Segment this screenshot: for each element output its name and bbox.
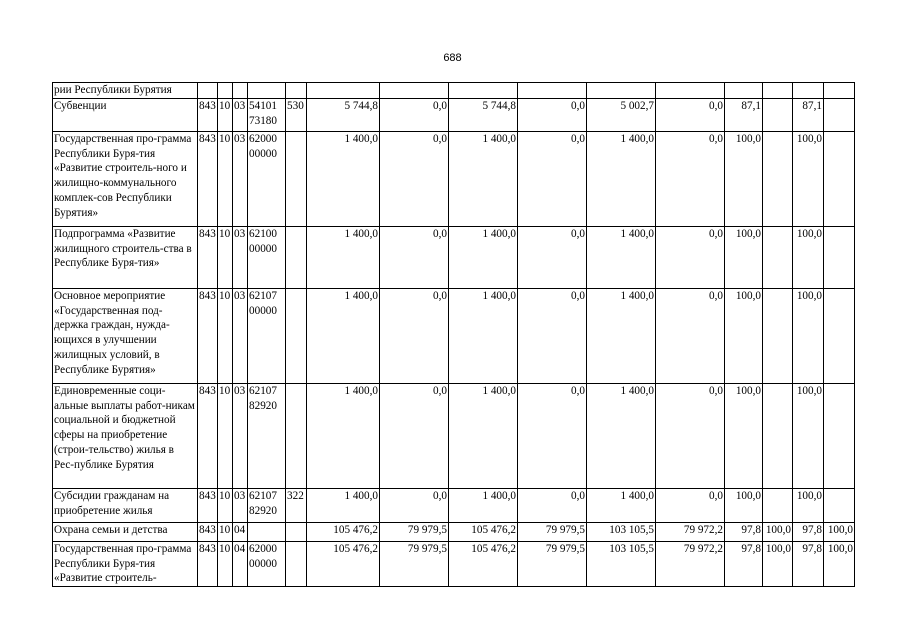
executed-total-cell: 1 400,0 bbox=[587, 226, 656, 288]
percent-total-1-cell: 100,0 bbox=[725, 288, 763, 383]
executed-federal-cell: 0,0 bbox=[656, 226, 725, 288]
percent-total-1-cell: 87,1 bbox=[725, 98, 763, 131]
row-name-cell: Государственная про-грамма Республики Буря-тия «Развитие строитель-ного и жилищно-коммунального комплек-сов Республики Бурятия» bbox=[53, 131, 198, 226]
percent-federal-1-cell bbox=[763, 98, 793, 131]
section-code-cell: 10 bbox=[218, 522, 233, 541]
executed-federal-cell bbox=[656, 83, 725, 99]
table-row bbox=[53, 522, 855, 541]
section-code-cell bbox=[218, 83, 233, 99]
subsection-code-cell: 03 bbox=[233, 98, 248, 131]
budget-table bbox=[52, 82, 855, 587]
refined-total-cell: 105 476,2 bbox=[449, 522, 518, 541]
row-name-cell: Субвенции bbox=[53, 98, 198, 131]
subsection-code-cell: 04 bbox=[233, 522, 248, 541]
table-row bbox=[53, 131, 855, 226]
subsection-code-cell: 03 bbox=[233, 383, 248, 488]
percent-federal-2-cell bbox=[824, 288, 855, 383]
percent-federal-1-cell bbox=[763, 288, 793, 383]
section-code-cell: 10 bbox=[218, 541, 233, 586]
percent-total-2-cell: 100,0 bbox=[793, 131, 824, 226]
plan-federal-cell: 0,0 bbox=[380, 288, 449, 383]
row-name-cell: Субсидии гражданам на приобретение жилья bbox=[53, 488, 198, 522]
subsection-code-cell: 03 bbox=[233, 131, 248, 226]
subsection-code-cell bbox=[233, 83, 248, 99]
plan-total-cell bbox=[307, 83, 380, 99]
refined-total-cell: 1 400,0 bbox=[449, 226, 518, 288]
plan-federal-cell: 0,0 bbox=[380, 131, 449, 226]
executed-total-cell: 5 002,7 bbox=[587, 98, 656, 131]
executed-total-cell: 1 400,0 bbox=[587, 131, 656, 226]
percent-total-2-cell: 100,0 bbox=[793, 288, 824, 383]
plan-total-cell: 1 400,0 bbox=[307, 383, 380, 488]
section-code-cell: 10 bbox=[218, 226, 233, 288]
executed-total-cell: 103 105,5 bbox=[587, 541, 656, 586]
admin-code-cell: 843 bbox=[198, 226, 218, 288]
refined-total-cell bbox=[449, 83, 518, 99]
percent-total-1-cell: 97,8 bbox=[725, 541, 763, 586]
percent-federal-2-cell bbox=[824, 83, 855, 99]
percent-federal-2-cell: 100,0 bbox=[824, 541, 855, 586]
percent-federal-2-cell: 100,0 bbox=[824, 522, 855, 541]
target-article-cell: 62100 00000 bbox=[248, 226, 286, 288]
admin-code-cell: 843 bbox=[198, 488, 218, 522]
target-article-cell: 62107 82920 bbox=[248, 383, 286, 488]
refined-federal-cell: 0,0 bbox=[518, 226, 587, 288]
refined-total-cell: 5 744,8 bbox=[449, 98, 518, 131]
expense-type-cell bbox=[286, 131, 307, 226]
plan-total-cell: 1 400,0 bbox=[307, 226, 380, 288]
refined-federal-cell: 79 979,5 bbox=[518, 522, 587, 541]
admin-code-cell: 843 bbox=[198, 131, 218, 226]
admin-code-cell bbox=[198, 83, 218, 99]
table-row bbox=[53, 383, 855, 488]
executed-total-cell bbox=[587, 83, 656, 99]
percent-total-2-cell: 97,8 bbox=[793, 522, 824, 541]
section-code-cell: 10 bbox=[218, 383, 233, 488]
refined-federal-cell: 0,0 bbox=[518, 131, 587, 226]
table-row bbox=[53, 226, 855, 288]
plan-federal-cell: 0,0 bbox=[380, 98, 449, 131]
row-name-cell: Подпрограмма «Развитие жилищного строитель-ства в Республике Буря-тия» bbox=[53, 226, 198, 288]
plan-federal-cell: 0,0 bbox=[380, 226, 449, 288]
percent-federal-2-cell bbox=[824, 488, 855, 522]
section-code-cell: 10 bbox=[218, 288, 233, 383]
admin-code-cell: 843 bbox=[198, 541, 218, 586]
percent-total-2-cell: 100,0 bbox=[793, 488, 824, 522]
refined-federal-cell: 0,0 bbox=[518, 383, 587, 488]
expense-type-cell bbox=[286, 541, 307, 586]
target-article-cell: 62107 82920 bbox=[248, 488, 286, 522]
percent-federal-2-cell bbox=[824, 226, 855, 288]
percent-total-1-cell bbox=[725, 83, 763, 99]
section-code-cell: 10 bbox=[218, 98, 233, 131]
refined-federal-cell: 0,0 bbox=[518, 288, 587, 383]
table-row bbox=[53, 288, 855, 383]
expense-type-cell bbox=[286, 83, 307, 99]
executed-total-cell: 103 105,5 bbox=[587, 522, 656, 541]
admin-code-cell: 843 bbox=[198, 383, 218, 488]
executed-total-cell: 1 400,0 bbox=[587, 383, 656, 488]
executed-federal-cell: 79 972,2 bbox=[656, 541, 725, 586]
plan-total-cell: 1 400,0 bbox=[307, 131, 380, 226]
plan-federal-cell: 79 979,5 bbox=[380, 522, 449, 541]
target-article-cell: 62107 00000 bbox=[248, 288, 286, 383]
percent-total-1-cell: 100,0 bbox=[725, 383, 763, 488]
executed-federal-cell: 0,0 bbox=[656, 383, 725, 488]
target-article-cell: 62000 00000 bbox=[248, 541, 286, 586]
admin-code-cell: 843 bbox=[198, 522, 218, 541]
target-article-cell: 54101 73180 bbox=[248, 98, 286, 131]
section-code-cell: 10 bbox=[218, 131, 233, 226]
table-row bbox=[53, 488, 855, 522]
expense-type-cell: 322 bbox=[286, 488, 307, 522]
subsection-code-cell: 03 bbox=[233, 288, 248, 383]
target-article-cell: 62000 00000 bbox=[248, 131, 286, 226]
executed-federal-cell: 0,0 bbox=[656, 288, 725, 383]
plan-federal-cell: 79 979,5 bbox=[380, 541, 449, 586]
executed-federal-cell: 79 972,2 bbox=[656, 522, 725, 541]
percent-federal-1-cell bbox=[763, 131, 793, 226]
subsection-code-cell: 04 bbox=[233, 541, 248, 586]
refined-federal-cell: 0,0 bbox=[518, 98, 587, 131]
percent-federal-2-cell bbox=[824, 383, 855, 488]
table-row bbox=[53, 541, 855, 586]
percent-federal-2-cell bbox=[824, 98, 855, 131]
executed-total-cell: 1 400,0 bbox=[587, 288, 656, 383]
row-name-cell: Государственная про-грамма Республики Буря-тия «Развитие строитель- bbox=[53, 541, 198, 586]
row-name-cell: Основное мероприятие «Государственная под-держка граждан, нужда-ющихся в улучшении жилищных условий, в Республике Бурятия» bbox=[53, 288, 198, 383]
executed-federal-cell: 0,0 bbox=[656, 98, 725, 131]
executed-total-cell: 1 400,0 bbox=[587, 488, 656, 522]
refined-federal-cell: 0,0 bbox=[518, 488, 587, 522]
plan-federal-cell: 0,0 bbox=[380, 488, 449, 522]
admin-code-cell: 843 bbox=[198, 288, 218, 383]
row-name-cell: Охрана семьи и детства bbox=[53, 522, 198, 541]
expense-type-cell bbox=[286, 522, 307, 541]
plan-total-cell: 1 400,0 bbox=[307, 288, 380, 383]
percent-federal-1-cell: 100,0 bbox=[763, 541, 793, 586]
row-name-cell: рии Республики Бурятия bbox=[53, 83, 198, 99]
plan-total-cell: 1 400,0 bbox=[307, 488, 380, 522]
row-name-cell: Единовременные соци-альные выплаты работ-никам социальной и бюджетной сферы на приобретение (строи-тельство) жилья в Рес-публике Бурятия bbox=[53, 383, 198, 488]
percent-total-2-cell: 97,8 bbox=[793, 541, 824, 586]
plan-federal-cell bbox=[380, 83, 449, 99]
percent-federal-1-cell bbox=[763, 488, 793, 522]
table-row bbox=[53, 83, 855, 99]
refined-total-cell: 1 400,0 bbox=[449, 383, 518, 488]
percent-total-2-cell: 87,1 bbox=[793, 98, 824, 131]
plan-federal-cell: 0,0 bbox=[380, 383, 449, 488]
percent-federal-1-cell bbox=[763, 383, 793, 488]
percent-total-1-cell: 100,0 bbox=[725, 226, 763, 288]
percent-federal-2-cell bbox=[824, 131, 855, 226]
refined-federal-cell: 79 979,5 bbox=[518, 541, 587, 586]
refined-total-cell: 105 476,2 bbox=[449, 541, 518, 586]
expense-type-cell bbox=[286, 226, 307, 288]
percent-total-1-cell: 100,0 bbox=[725, 131, 763, 226]
subsection-code-cell: 03 bbox=[233, 226, 248, 288]
expense-type-cell bbox=[286, 383, 307, 488]
percent-federal-1-cell bbox=[763, 226, 793, 288]
refined-total-cell: 1 400,0 bbox=[449, 288, 518, 383]
refined-total-cell: 1 400,0 bbox=[449, 488, 518, 522]
percent-total-2-cell: 100,0 bbox=[793, 226, 824, 288]
plan-total-cell: 5 744,8 bbox=[307, 98, 380, 131]
refined-federal-cell bbox=[518, 83, 587, 99]
refined-total-cell: 1 400,0 bbox=[449, 131, 518, 226]
subsection-code-cell: 03 bbox=[233, 488, 248, 522]
admin-code-cell: 843 bbox=[198, 98, 218, 131]
plan-total-cell: 105 476,2 bbox=[307, 522, 380, 541]
executed-federal-cell: 0,0 bbox=[656, 131, 725, 226]
percent-federal-1-cell bbox=[763, 83, 793, 99]
percent-total-2-cell bbox=[793, 83, 824, 99]
page-number: 688 bbox=[443, 52, 462, 64]
percent-federal-1-cell: 100,0 bbox=[763, 522, 793, 541]
plan-total-cell: 105 476,2 bbox=[307, 541, 380, 586]
percent-total-1-cell: 97,8 bbox=[725, 522, 763, 541]
section-code-cell: 10 bbox=[218, 488, 233, 522]
percent-total-2-cell: 100,0 bbox=[793, 383, 824, 488]
table-row bbox=[53, 98, 855, 131]
expense-type-cell: 530 bbox=[286, 98, 307, 131]
target-article-cell bbox=[248, 522, 286, 541]
expense-type-cell bbox=[286, 288, 307, 383]
target-article-cell bbox=[248, 83, 286, 99]
percent-total-1-cell: 100,0 bbox=[725, 488, 763, 522]
executed-federal-cell: 0,0 bbox=[656, 488, 725, 522]
